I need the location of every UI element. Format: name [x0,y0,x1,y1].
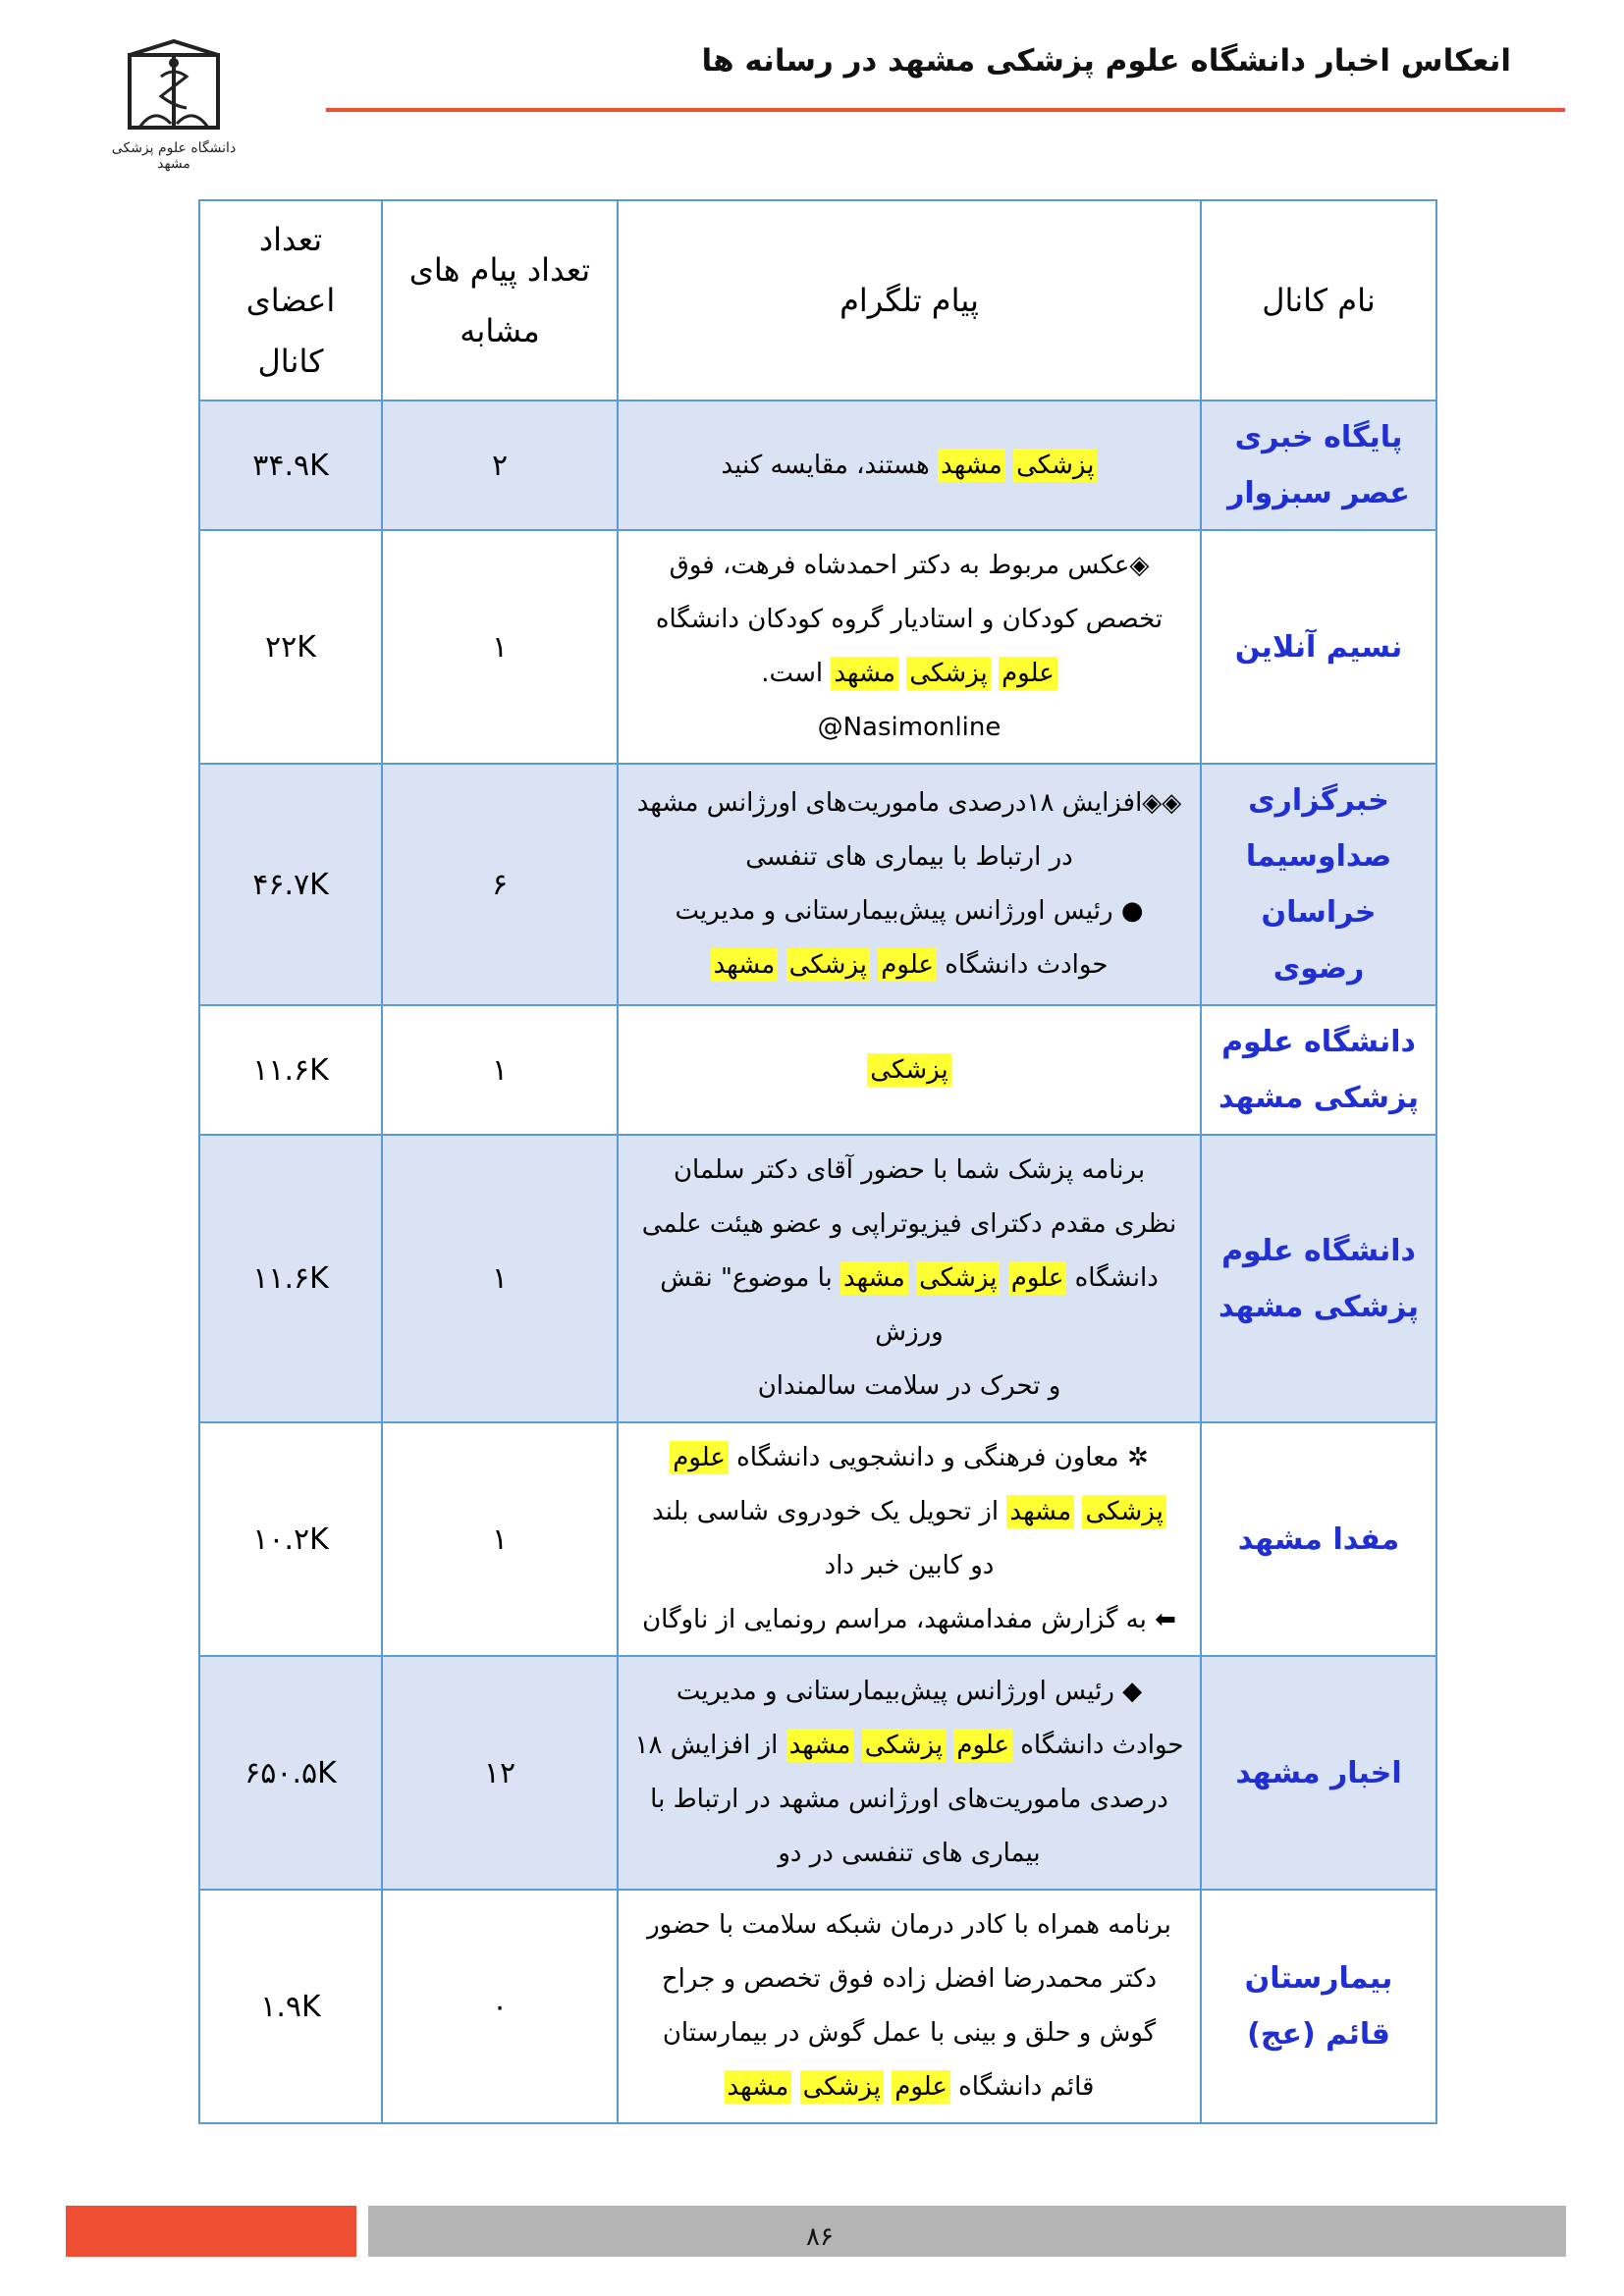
similar-count-cell: ۱ [382,1135,618,1422]
message-text: ● رئیس اورژانس پیش‌بیمارستانی و مدیریت [675,896,1144,926]
message-line [628,1952,1190,2006]
message-text [1005,451,1013,480]
member-count-cell: ۱۱.۶K [199,1005,382,1135]
message-text: برنامه همراه با کادر درمان شبکه سلامت با حضور [647,1910,1171,1940]
message-text: ◈◈افزایش ۱۸درصدی ماموریت‌های اورژانس مشهد [636,788,1182,818]
table-row [199,1890,1436,2123]
message-text [853,1731,861,1760]
member-count-cell: ۳۴.۹K [199,400,382,530]
message-text: بیماری های تنفسی در دو [778,1839,1041,1868]
highlighted-keyword: مشهد [786,1729,854,1762]
message-text [1000,1263,1007,1293]
channel-name-cell: مفدا مشهد [1201,1422,1436,1656]
table-row [199,1005,1436,1135]
similar-count-cell: ۱ [382,1005,618,1135]
table-row [199,1422,1436,1656]
table-body [199,400,1436,2123]
message-text: ◆ رئیس اورژانس پیش‌بیمارستانی و مدیریت [676,1677,1143,1706]
highlighted-keyword: پزشکی [1082,1495,1165,1528]
message-line [628,1719,1190,1773]
message-line [628,701,1190,755]
message-text: دکتر محمدرضا افضل زاده فوق تخصص و جراح [661,1964,1158,1994]
highlighted-keyword: مشهد [938,449,1005,482]
highlighted-keyword: مشهد [725,2070,792,2104]
member-count-cell: ۴۶.۷K [199,764,382,1005]
similar-count-cell: ۶ [382,764,618,1005]
member-count-cell: ۱۱.۶K [199,1135,382,1422]
message-text: ◈عکس مربوط به دکتر احمدشاه فرهت، فوق [669,551,1150,580]
message-line [628,1485,1190,1539]
highlighted-keyword: پزشکی [867,1053,950,1087]
message-line [628,1827,1190,1881]
message-line [628,884,1190,938]
highlighted-keyword: علوم [670,1441,729,1474]
similar-count-cell: ۱ [382,530,618,764]
message-line [628,1252,1190,1360]
footer-red-bar [66,2206,356,2257]
highlighted-keyword: پزشکی [916,1261,1000,1295]
column-header-channel: نام کانال [1201,200,1436,400]
logo-caption: دانشگاه علوم پزشکی مشهد [111,140,237,172]
message-text: برنامه پزشک شما با حضور آقای دکتر سلمان [673,1155,1146,1185]
telegram-message-cell [618,1005,1201,1135]
channel-name-cell: خبرگزاری صداوسیما خراسان رضوی [1201,764,1436,1005]
message-line [628,1898,1190,1952]
channel-name-cell: بیمارستان قائم (عج) [1201,1890,1436,2123]
table-row [199,764,1436,1005]
message-text: دانشگاه [1066,1263,1159,1293]
member-count-cell: ۱.۹K [199,1890,382,2123]
member-count-cell: ۱۰.۲K [199,1422,382,1656]
message-text: در ارتباط با بیماری های تنفسی [745,842,1073,872]
highlighted-keyword: علوم [1008,1261,1067,1295]
message-text: حوادث دانشگاه [936,950,1109,980]
message-text [884,2072,892,2102]
channel-name-cell: دانشگاه علوم پزشکی مشهد [1201,1005,1436,1135]
similar-count-cell: ۰ [382,1890,618,2123]
highlighted-keyword: پزشکی [800,2070,884,2104]
message-line [628,1539,1190,1593]
table-row [199,530,1436,764]
message-line [628,2006,1190,2060]
message-text: ⬅ به گزارش مفدامشهد، مراسم رونمایی از ناوگان [642,1605,1176,1634]
message-line [628,1144,1190,1198]
message-text: دو کابین خبر داد [824,1551,995,1580]
message-text [791,2072,799,2102]
highlighted-keyword: مشهد [1006,1495,1074,1528]
page-title: انعکاس اخبار دانشگاه علوم پزشکی مشهد در رسانه ها [701,43,1511,79]
message-text: Nasimonline@ [817,713,1001,742]
highlighted-keyword: مشهد [840,1261,908,1295]
footer-gray-bar [368,2206,1566,2257]
highlighted-keyword: پزشکی [786,948,870,982]
highlighted-keyword: علوم [892,2070,950,2104]
telegram-message-cell [618,400,1201,530]
highlighted-keyword: پزشکی [1013,449,1097,482]
table-row [199,400,1436,530]
message-line [628,1773,1190,1827]
message-text: ✲ معاون فرهنگی و دانشجویی دانشگاه [728,1443,1149,1472]
highlighted-keyword: علوم [953,1729,1012,1762]
message-text: از افزایش ۱۸ [634,1731,786,1760]
channel-name-cell: پایگاه خبری عصر سبزوار [1201,400,1436,530]
highlighted-keyword: علوم [878,948,937,982]
telegram-report-table [198,199,1437,2124]
column-header-message: پیام تلگرام [618,200,1201,400]
message-line [628,1198,1190,1252]
column-header-similar: تعداد پیام های مشابه [382,200,618,400]
message-text: درصدی ماموریت‌های اورژانس مشهد در ارتباط با [650,1785,1168,1814]
message-text [991,659,999,688]
table-row [199,1135,1436,1422]
highlighted-keyword: علوم [999,657,1057,690]
member-count-cell: ۲۲K [199,530,382,764]
message-line [628,539,1190,593]
message-text: تخصص کودکان و استادیار گروه کودکان دانشگاه [655,605,1164,634]
header-divider [326,108,1565,112]
message-text [908,1263,916,1293]
message-text [778,950,785,980]
message-text: هستند، مقایسه کنید [721,450,939,480]
channel-name-cell: نسیم آنلاین [1201,530,1436,764]
highlighted-keyword: مشهد [831,657,898,690]
message-text: گوش و حلق و بینی با عمل گوش در بیمارستان [662,2018,1157,2048]
message-text: از تحویل یک خودروی شاسی بلند [652,1497,1007,1526]
highlighted-keyword: پزشکی [862,1729,946,1762]
message-line [628,1360,1190,1414]
member-count-cell: ۶۵۰.۵K [199,1656,382,1890]
table-row [199,1656,1436,1890]
message-line [628,1043,1190,1097]
table-header-row [199,200,1436,400]
telegram-message-cell [618,764,1201,1005]
message-line [628,593,1190,647]
message-text: و تحرک در سلامت سالمندان [757,1371,1061,1401]
telegram-message-cell [618,1422,1201,1656]
telegram-message-cell [618,1656,1201,1890]
highlighted-keyword: مشهد [711,948,779,982]
message-line [628,1665,1190,1719]
message-line [628,1431,1190,1485]
similar-count-cell: ۱۲ [382,1656,618,1890]
channel-name-cell: دانشگاه علوم پزشکی مشهد [1201,1135,1436,1422]
similar-count-cell: ۲ [382,400,618,530]
message-text: حوادث دانشگاه [1012,1731,1184,1760]
message-line [628,2060,1190,2114]
message-line [628,1593,1190,1647]
telegram-message-cell [618,1890,1201,2123]
channel-name-cell: اخبار مشهد [1201,1656,1436,1890]
highlighted-keyword: پزشکی [906,657,990,690]
page-number: ۸۶ [806,2222,834,2252]
similar-count-cell: ۱ [382,1422,618,1656]
telegram-message-cell [618,1135,1201,1422]
message-line [628,647,1190,701]
message-text: قائم دانشگاه [949,2072,1095,2102]
message-text: با موضوع" نقش ورزش [660,1263,944,1347]
telegram-message-cell [618,530,1201,764]
message-line [628,938,1190,992]
message-line [628,830,1190,884]
message-line [628,439,1190,493]
message-text: است. [761,659,832,688]
message-line [628,776,1190,830]
column-header-members: تعداد اعضای کانال [199,200,382,400]
message-text: نظری مقدم دکترای فیزیوتراپی و عضو هیئت علمی [641,1209,1177,1239]
